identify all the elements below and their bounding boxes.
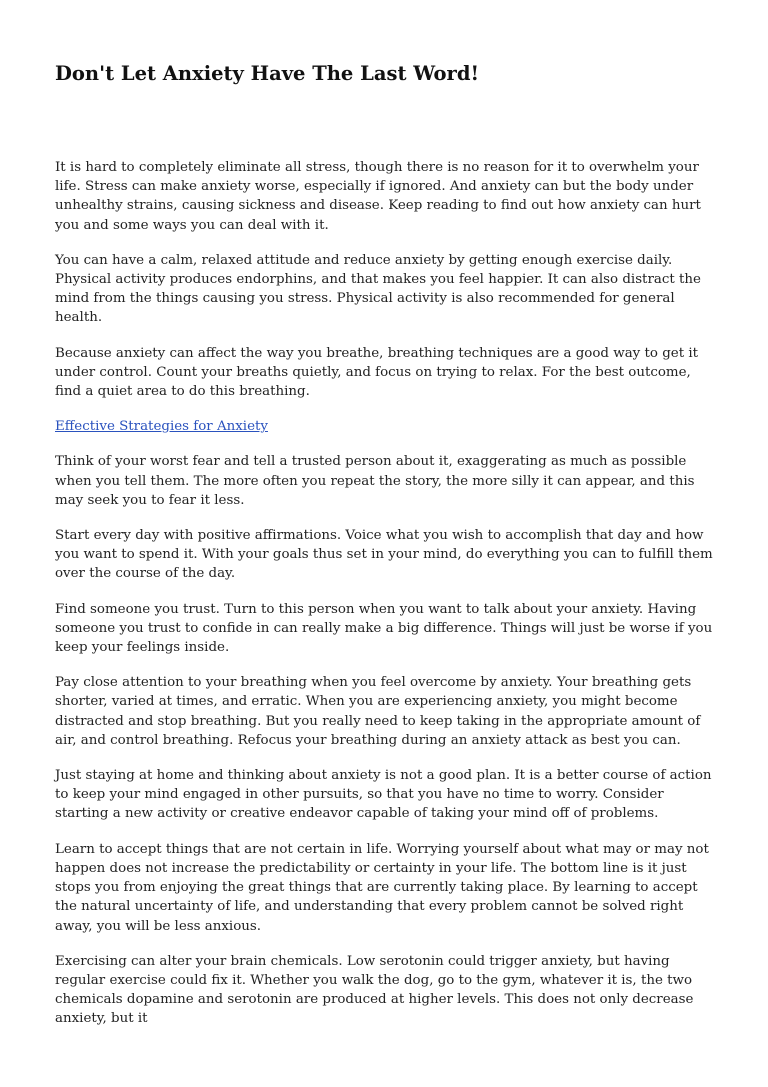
paragraph-8: Just staying at home and thinking about anxiety is not a good plan. It is a better course of action to keep your mind engaged in other pursuits, so that you have no time to worry. Consider starting a new activity or creative endeavor capable of taking your mind off of problems. — [55, 768, 712, 822]
paragraph-5: Start every day with positive affirmations. Voice what you wish to accomplish that day and how you want to spend it. With your goals thus set in your mind, do everything you can to fulfill them over the course of the day. — [55, 528, 713, 582]
paragraph-9: Learn to accept things that are not certain in life. Worrying yourself about what may or may not happen does not increase the predictability or certainty in your life. The bottom line is it just stops you from enjoying the great things that are currently taking place. By learning to accept the natural uncertainty of life, and understanding that every problem cannot be solved right away, you will be less anxious. — [55, 841, 709, 934]
link-paragraph — [55, 417, 715, 436]
paragraph-2: You can have a calm, relaxed attitude and reduce anxiety by getting enough exercise daily. Physical activity produces endorphins, and that makes you feel happier. It can also distract the mind from the things causing you stress. Physical activity is also recommended for general health. — [55, 252, 701, 326]
paragraph-10: Exercising can alter your brain chemicals. Low serotonin could trigger anxiety, but having regular exercise could fix it. Whether you walk the dog, go to the gym, whatever it is, the two chemicals dopamine and serotonin are produced at higher levels. This does not only decrease anxiety, but it — [55, 953, 694, 1027]
paragraph-6: Find someone you trust. Turn to this person when you want to talk about your anxiety. Having someone you trust to confide in can really make a big difference. Things will just be worse if you keep your feelings inside. — [55, 601, 713, 656]
document-title: Don't Let Anxiety Have The Last Word! — [55, 62, 480, 85]
paragraph-7: Pay close attention to your breathing when you feel overcome by anxiety. Your breathing gets shorter, varied at times, and erratic. When you are experiencing anxiety, you might become distracted and stop breathing. But you really need to keep taking in the appropriate amount of air, and control breathing. Refocus your breathing during an anxiety attack as best you can. — [55, 675, 701, 748]
paragraph-4: Think of your worst fear and tell a trusted person about it, exaggerating as much as possible when you tell them. The more often you repeat the story, the more silly it can appear, and this may seek you to fear it less. — [55, 454, 695, 508]
paragraph-1: It is hard to completely eliminate all stress, though there is no reason for it to overwhelm your life. Stress can make anxiety worse, especially if ignored. And anxiety can but the body under unhealthy strains, causing sickness and disease. Keep reading to find out how anxiety can hurt you and some ways you can deal with it. — [55, 160, 701, 233]
paragraph-3: Because anxiety can affect the way you breathe, breathing techniques are a good way to get it under control. Count your breaths quietly, and focus on trying to relax. For the best outcome, find a quiet area to do this breathing. — [55, 345, 698, 400]
effective-strategies-link[interactable]: Effective Strategies for Anxiety — [55, 419, 268, 435]
document-body — [55, 158, 715, 1045]
